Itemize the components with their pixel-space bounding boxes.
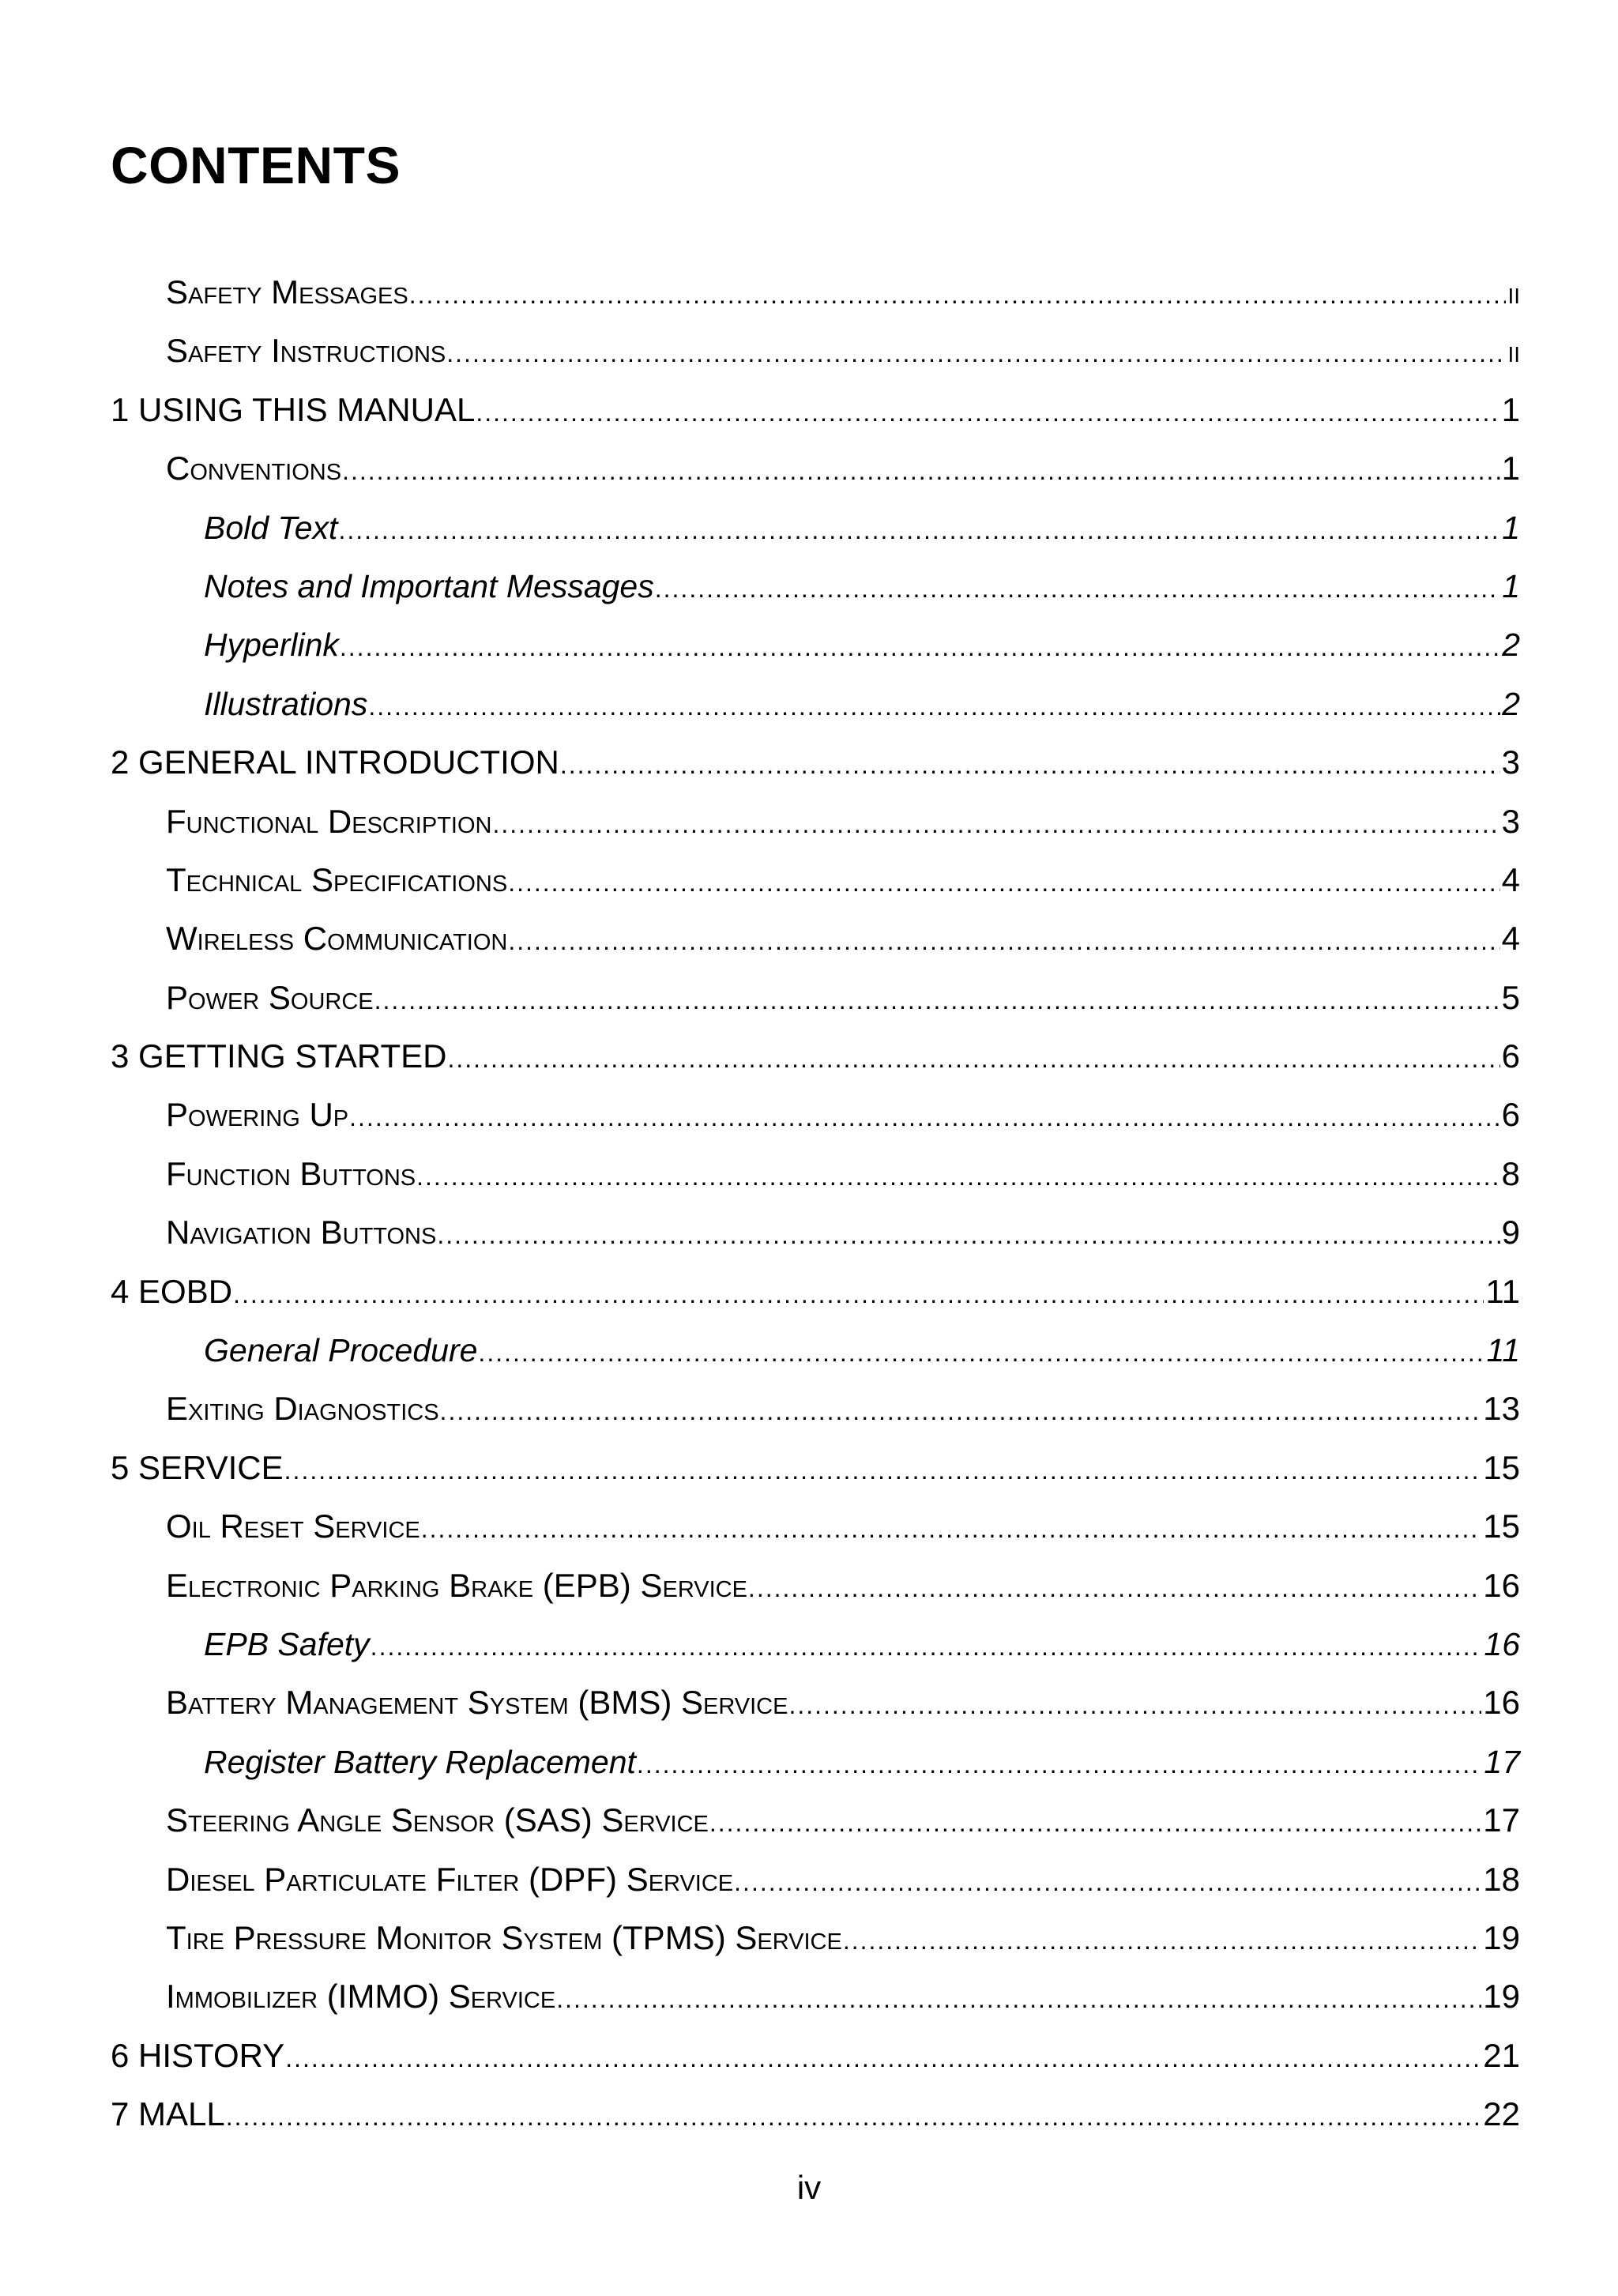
toc-entry[interactable] — [111, 322, 1520, 380]
toc-entry-page: 22 — [1483, 2095, 1520, 2133]
toc-entry-label: Functional Description — [166, 802, 492, 840]
toc-entry-label: Safety Instructions — [166, 332, 446, 370]
toc-entry-page: 19 — [1483, 1918, 1520, 1956]
page-title: CONTENTS — [111, 136, 401, 194]
toc-entry[interactable] — [111, 1086, 1520, 1144]
toc-entry[interactable] — [111, 1497, 1520, 1556]
toc-entry-page: ii — [1507, 334, 1520, 370]
toc-entry-page: 13 — [1483, 1390, 1520, 1428]
toc-entry[interactable] — [111, 792, 1520, 851]
toc-entry[interactable] — [111, 969, 1520, 1027]
toc-entry[interactable] — [111, 1615, 1520, 1673]
toc-entry-label: General Procedure — [204, 1332, 478, 1369]
toc-entry[interactable] — [111, 1556, 1520, 1615]
toc-entry-page: 16 — [1484, 1625, 1520, 1662]
toc-entry-page: 2 — [1502, 685, 1520, 722]
toc-entry-page: 5 — [1501, 978, 1520, 1016]
toc-entry-label: 7 MALL — [111, 2095, 225, 2133]
toc-entry-page: 4 — [1501, 920, 1520, 958]
toc-entry-page: 3 — [1501, 802, 1520, 840]
toc-entry[interactable] — [111, 851, 1520, 909]
toc-entry-label: Exiting Diagnostics — [166, 1390, 439, 1428]
toc-entry-label: 3 GETTING STARTED — [111, 1037, 447, 1075]
dot-leader — [338, 501, 1500, 559]
toc-entry[interactable] — [111, 2027, 1520, 2085]
dot-leader — [374, 971, 1500, 1029]
toc-entry[interactable] — [111, 1027, 1520, 1086]
toc-entry-page: 11 — [1485, 1272, 1520, 1310]
dot-leader — [421, 1500, 1482, 1558]
dot-leader — [734, 1853, 1481, 1911]
dot-leader — [476, 383, 1499, 442]
toc-entry-page: 11 — [1486, 1332, 1520, 1369]
toc-entry-page: 15 — [1483, 1507, 1520, 1545]
toc-entry-label: Battery Management System (BMS) Service — [166, 1684, 788, 1722]
toc-entry-label: Function Buttons — [166, 1154, 416, 1192]
toc-entry[interactable] — [111, 909, 1520, 968]
dot-leader — [556, 1970, 1481, 2028]
toc-entry-page: 3 — [1501, 743, 1520, 781]
dot-leader — [409, 265, 1507, 324]
toc-entry[interactable] — [111, 499, 1520, 557]
dot-leader — [508, 853, 1499, 912]
toc-entry-page: 1 — [1501, 390, 1520, 428]
toc-entry-page: 2 — [1502, 627, 1520, 664]
dot-leader — [284, 1441, 1482, 1500]
toc-entry[interactable] — [111, 263, 1520, 322]
toc-entry-page: 1 — [1501, 450, 1520, 487]
toc-entry-page: 17 — [1484, 1743, 1520, 1780]
toc-entry-label: Tire Pressure Monitor System (TPMS) Service — [166, 1918, 842, 1956]
dot-leader — [508, 912, 1499, 970]
toc-entry-label: Illustrations — [204, 685, 368, 722]
toc-entry[interactable] — [111, 615, 1520, 674]
dot-leader — [446, 324, 1506, 382]
dot-leader — [349, 1088, 1500, 1146]
toc-entry[interactable] — [111, 675, 1520, 733]
toc-entry-label: EPB Safety — [204, 1625, 370, 1662]
toc-entry-label: Bold Text — [204, 509, 338, 546]
toc-entry[interactable] — [111, 1791, 1520, 1850]
toc-entry-label: Navigation Buttons — [166, 1214, 437, 1252]
dot-leader — [637, 1735, 1482, 1794]
toc-entry-label: Oil Reset Service — [166, 1507, 420, 1545]
toc-entry[interactable] — [111, 439, 1520, 498]
toc-entry-label: 5 SERVICE — [111, 1448, 284, 1486]
toc-entry[interactable] — [111, 1145, 1520, 1203]
dot-leader — [285, 2029, 1481, 2087]
dot-leader — [340, 618, 1500, 676]
dot-leader — [437, 1206, 1499, 1264]
toc-entry-page: 6 — [1501, 1037, 1520, 1075]
toc-entry-label: Diesel Particulate Filter (DPF) Service — [166, 1860, 734, 1898]
dot-leader — [478, 1323, 1484, 1382]
toc-entry-page: 15 — [1483, 1448, 1520, 1486]
toc-entry-label: Conventions — [166, 450, 342, 487]
dot-leader — [226, 2087, 1482, 2146]
toc-entry[interactable] — [111, 733, 1520, 792]
toc-entry-page: 8 — [1501, 1154, 1520, 1192]
toc-entry[interactable] — [111, 1967, 1520, 2026]
toc-entry-label: Technical Specifications — [166, 860, 508, 898]
toc-entry[interactable] — [111, 1439, 1520, 1497]
toc-entry-label: Powering Up — [166, 1096, 349, 1134]
dot-leader — [492, 795, 1499, 853]
toc-entry[interactable] — [111, 557, 1520, 615]
dot-leader — [560, 736, 1500, 794]
toc-entry-label: Wireless Communication — [166, 920, 508, 958]
toc-entry-label: Power Source — [166, 978, 374, 1016]
toc-entry-label: Notes and Important Messages — [204, 567, 654, 604]
toc-entry-page: 16 — [1483, 1566, 1520, 1604]
toc-entry-page: 4 — [1501, 860, 1520, 898]
dot-leader — [843, 1911, 1481, 1970]
dot-leader — [371, 1617, 1483, 1676]
toc-entry[interactable] — [111, 1850, 1520, 1909]
dot-leader — [655, 559, 1500, 618]
toc-entry-label: Electronic Parking Brake (EPB) Service — [166, 1566, 747, 1604]
dot-leader — [233, 1265, 1484, 1323]
toc-entry-page: 16 — [1483, 1684, 1520, 1722]
toc-entry-page: 1 — [1502, 567, 1520, 604]
toc-entry[interactable] — [111, 2085, 1520, 2144]
toc-entry-page: 17 — [1483, 1801, 1520, 1839]
dot-leader — [368, 677, 1500, 736]
toc-entry[interactable] — [111, 1321, 1520, 1379]
toc-entry-page: 9 — [1501, 1214, 1520, 1252]
toc-entry-label: Register Battery Replacement — [204, 1743, 636, 1780]
toc-entry-page: 19 — [1483, 1978, 1520, 2016]
toc-entry-page: 6 — [1501, 1096, 1520, 1134]
toc-entry-label: 6 HISTORY — [111, 2036, 285, 2074]
toc-entry-label: Safety Messages — [166, 273, 408, 311]
toc-entry[interactable] — [111, 1909, 1520, 1967]
toc-entry-label: Hyperlink — [204, 627, 339, 664]
page-number: iv — [796, 2169, 822, 2206]
toc-entry-page: 18 — [1483, 1860, 1520, 1898]
toc-entry[interactable] — [111, 1379, 1520, 1438]
dot-leader — [448, 1029, 1500, 1088]
toc-entry[interactable] — [111, 1263, 1520, 1321]
dot-leader — [416, 1147, 1500, 1206]
dot-leader — [748, 1559, 1481, 1617]
toc-entry[interactable] — [111, 1733, 1520, 1791]
table-of-contents — [111, 263, 1520, 2144]
toc-entry[interactable] — [111, 381, 1520, 439]
toc-entry[interactable] — [111, 1673, 1520, 1732]
toc-entry-page: ii — [1507, 276, 1520, 311]
toc-entry-label: Steering Angle Sensor (SAS) Service — [166, 1801, 709, 1839]
toc-entry-label: 2 GENERAL INTRODUCTION — [111, 743, 559, 781]
toc-entry[interactable] — [111, 1203, 1520, 1262]
dot-leader — [440, 1382, 1482, 1440]
toc-entry-label: 1 USING THIS MANUAL — [111, 390, 476, 428]
toc-entry-label: Immobilizer (IMMO) Service — [166, 1978, 556, 2016]
toc-entry-page: 21 — [1483, 2036, 1520, 2074]
toc-entry-label: 4 EOBD — [111, 1272, 233, 1310]
dot-leader — [788, 1676, 1481, 1734]
dot-leader — [342, 442, 1500, 500]
dot-leader — [709, 1794, 1481, 1852]
toc-entry-page: 1 — [1502, 509, 1520, 546]
